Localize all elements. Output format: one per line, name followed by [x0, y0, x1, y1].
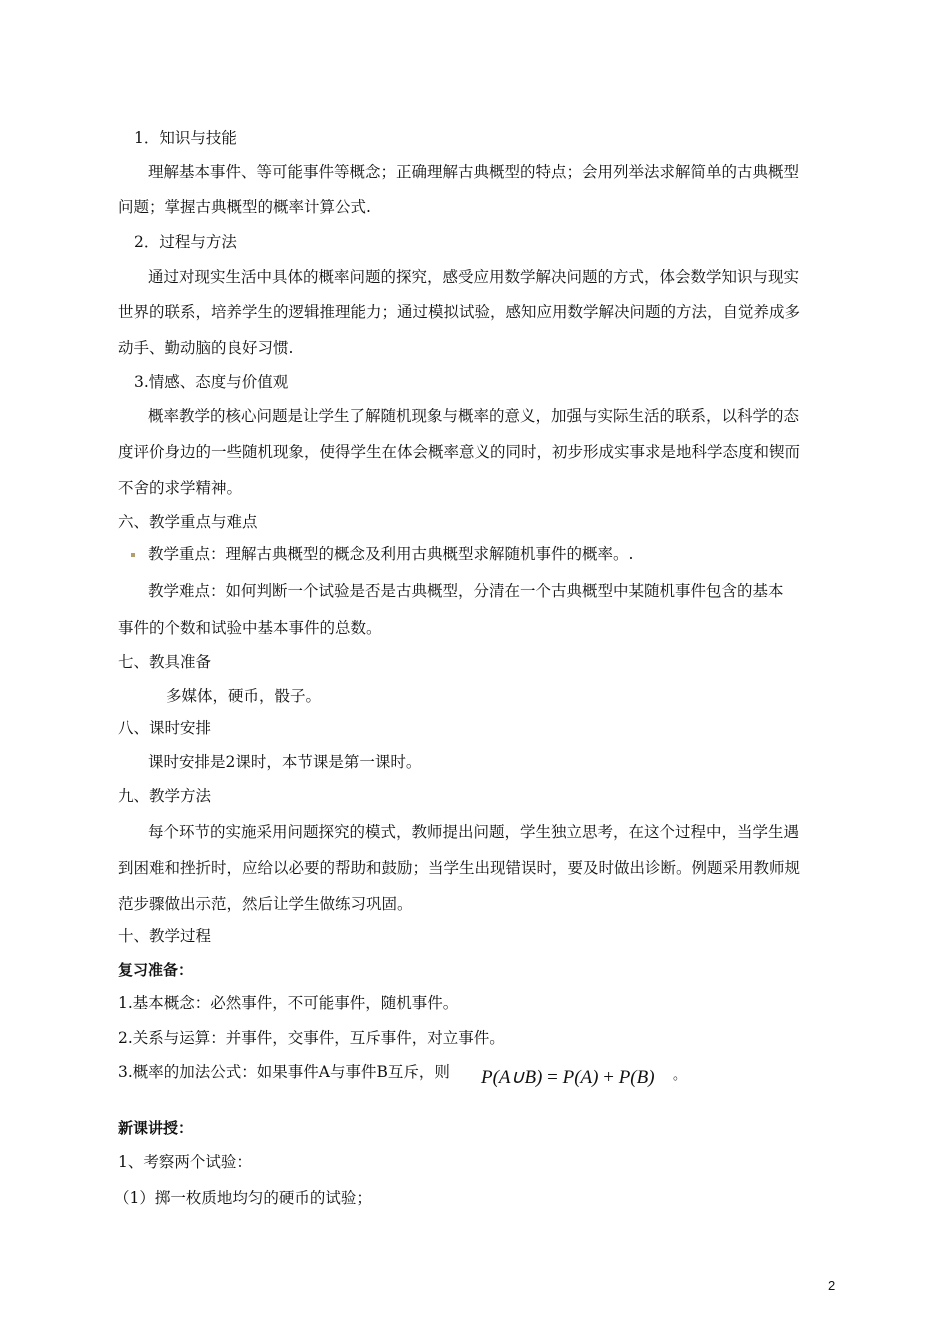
- subsection-heading: 新课讲授：: [118, 1119, 194, 1137]
- list-item: 1.基本概念：必然事件，不可能事件，随机事件。: [118, 994, 459, 1012]
- paragraph-line: 理解基本事件、等可能事件等概念；正确理解古典概型的特点；会用列举法求解简单的古典概型: [148, 163, 800, 181]
- heading-knowledge-skills: 1．知识与技能: [134, 129, 237, 147]
- paragraph-line: 动手、勤动脑的良好习惯.: [118, 339, 294, 357]
- formula-term: P(B): [618, 1067, 655, 1088]
- formula-plus: +: [603, 1067, 614, 1088]
- formula-term: P(A): [562, 1067, 599, 1088]
- list-item: 1、考察两个试验：: [118, 1153, 252, 1171]
- section-heading: 九、教学方法: [118, 787, 212, 805]
- heading-emotion-values: 3.情感、态度与价值观: [134, 373, 289, 391]
- paragraph-line: 不舍的求学精神。: [118, 479, 243, 497]
- section-heading: 六、教学重点与难点: [118, 513, 258, 531]
- paragraph-line: 教学重点：理解古典概型的概念及利用古典概型求解随机事件的概率。.: [148, 545, 634, 563]
- paragraph-line: 教学难点：如何判断一个试验是否是古典概型，分清在一个古典概型中某随机事件包含的基本: [148, 582, 784, 600]
- paragraph-line: 世界的联系，培养学生的逻辑推理能力；通过模拟试验，感知应用数学解决问题的方法，自觉养成多: [118, 303, 801, 321]
- paragraph-line: 每个环节的实施采用问题探究的模式，教师提出问题，学生独立思考，在这个过程中，当学生遇: [148, 823, 800, 841]
- list-item: 3.概率的加法公式：如果事件A与事件B互斥，则: [118, 1063, 450, 1081]
- paragraph-line: 课时安排是2课时，本节课是第一课时。: [148, 753, 422, 771]
- paragraph-line: 事件的个数和试验中基本事件的总数。: [118, 619, 382, 637]
- formula-lhs: P(A∪B): [481, 1067, 543, 1088]
- page-number: 2: [828, 1278, 836, 1293]
- list-item: 2.关系与运算：并事件，交事件，互斥事件，对立事件。: [118, 1029, 505, 1047]
- bullet-mark: [131, 553, 135, 557]
- paragraph-line: 范步骤做出示范，然后让学生做练习巩固。: [118, 895, 413, 913]
- paragraph-line: 概率教学的核心问题是让学生了解随机现象与概率的意义，加强与实际生活的联系，以科学的态: [148, 407, 800, 425]
- paragraph-line: 度评价身边的一些随机现象，使得学生在体会概率意义的同时，初步形成实事求是地科学态度和锲而: [118, 443, 801, 461]
- section-heading: 八、课时安排: [118, 719, 212, 737]
- section-heading: 十、教学过程: [118, 927, 212, 945]
- addition-formula: [481, 1066, 655, 1089]
- formula-period: 。: [673, 1068, 687, 1083]
- subsection-heading: 复习准备：: [118, 961, 194, 979]
- section-heading: 七、教具准备: [118, 653, 212, 671]
- formula-equals: =: [547, 1067, 558, 1088]
- paragraph-line: 问题；掌握古典概型的概率计算公式.: [118, 198, 371, 216]
- paragraph-line: 多媒体，硬币，骰子。: [166, 687, 322, 705]
- list-item: （1）掷一枚质地均匀的硬币的试验；: [114, 1189, 372, 1207]
- heading-process-method: 2．过程与方法: [134, 233, 237, 251]
- paragraph-line: 通过对现实生活中具体的概率问题的探究，感受应用数学解决问题的方式，体会数学知识与现实: [148, 268, 800, 286]
- paragraph-line: 到困难和挫折时，应给以必要的帮助和鼓励；当学生出现错误时，要及时做出诊断。例题采用教师规: [118, 859, 801, 877]
